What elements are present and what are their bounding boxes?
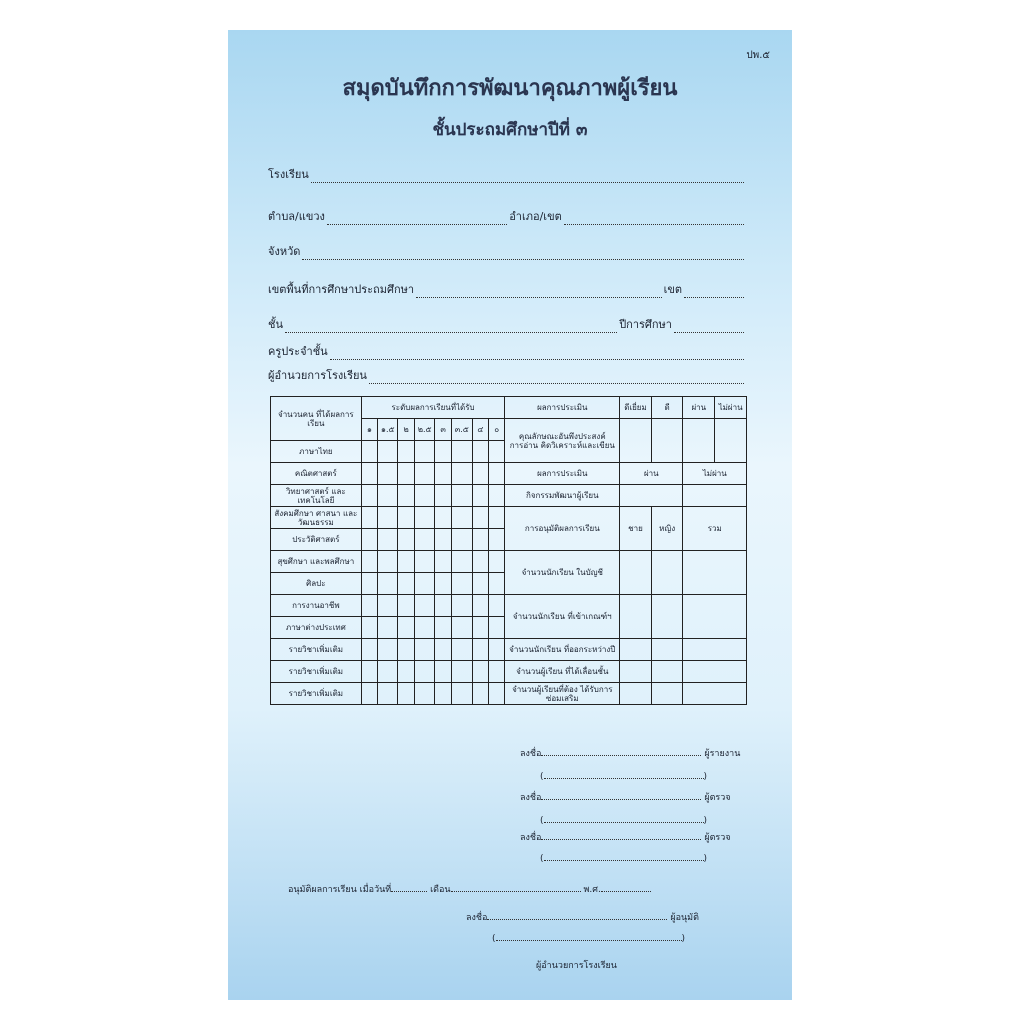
document-title: สมุดบันทึกการพัฒนาคุณภาพผู้เรียน [342,76,678,101]
approval-col: รวม [683,507,747,551]
record-book-cover [228,30,792,1000]
year-label: พ.ศ. [583,885,601,895]
subdistrict-label: ตำบล/แขวง [268,210,325,223]
approval-col: หญิง [651,507,683,551]
eval-col: ดีเยี่ยม [620,397,652,419]
director-label: ผู้อำนวยการโรงเรียน [268,369,367,382]
eval-header: ผลการประเมิน [505,397,620,419]
area-field [268,280,746,298]
grade-level: ๔ [472,419,488,441]
signature-block-2 [520,790,731,804]
province-field [268,242,746,260]
form-code: ปพ.๕ [746,50,770,61]
table-row [271,639,747,661]
signer-role: ผู้รายงาน [704,749,741,759]
grade-level: ๓ [435,419,451,441]
approval-header: การอนุมัติผลการเรียน [505,507,620,551]
approval-row-label: จำนวนนักเรียน ที่เข้าเกณฑ์ฯ [505,595,620,639]
approve-text: อนุมัติผลการเรียน เมื่อวันที่ [288,885,392,895]
table-cell [683,419,715,463]
teacher-field [268,342,746,360]
table-row [271,661,747,683]
signature-line [487,911,667,920]
grade-level: ๑.๕ [378,419,398,441]
signature-line [541,747,701,756]
table-cell [651,419,683,463]
table-row [271,595,747,617]
approval-col: ชาย [620,507,652,551]
school-label: โรงเรียน [268,168,309,181]
results-table [270,396,747,705]
signature-block-1 [520,746,740,760]
name-parens-3: ( ) [540,854,708,864]
subject-label: ภาษาต่างประเทศ [271,617,362,639]
signature-line [541,791,701,800]
approval-row-label: จำนวนผู้เรียน ที่ได้เลื่อนชั้น [505,661,620,683]
district-fill-line [564,214,744,225]
province-fill-line [302,249,744,260]
table-cell [715,419,747,463]
name-parens-1: ( ) [540,772,708,782]
signer-role: ผู้ตรวจ [704,793,731,803]
year-fill-line [674,322,744,333]
subject-label: การงานอาชีพ [271,595,362,617]
director-fill-line [369,373,744,384]
approval-row-label: จำนวนนักเรียน ที่ออกระหว่างปี [505,639,620,661]
teacher-label: ครูประจำชั้น [268,345,328,358]
document-subtitle: ชั้นประถมศึกษาปีที่ ๓ [432,120,588,140]
teacher-fill-line [330,349,744,360]
area-fill-line [416,287,662,298]
province-label: จังหวัด [268,245,301,258]
levels-header: ระดับผลการเรียนที่ได้รับ [361,397,505,419]
approval-row-label: จำนวนนักเรียน ในบัญชี [505,551,620,595]
director-field [268,366,746,384]
zone-label: เขต [663,283,682,296]
grade-level: ๒.๕ [414,419,435,441]
sign-label: ลงชื่อ [520,833,542,843]
subject-label: ภาษาไทย [271,441,362,463]
sign-label: ลงชื่อ [466,913,488,923]
school-fill-line [311,172,744,183]
subject-label: รายวิชาเพิ่มเติม [271,639,362,661]
eval-col: ผ่าน [683,397,715,419]
signer-role: ผู้ตรวจ [704,833,731,843]
subject-label: รายวิชาเพิ่มเติม [271,683,362,705]
subject-label: คณิตศาสตร์ [271,463,362,485]
table-row [271,507,747,529]
month-label: เดือน [430,885,451,895]
address-field [268,207,746,225]
approver-name-parens: ( ) [492,934,686,944]
subject-label: ศิลปะ [271,573,362,595]
subject-label: ประวัติศาสตร์ [271,529,362,551]
grade-level: ๒ [398,419,414,441]
table-cell [683,485,747,507]
approver-signature [466,910,699,924]
subject-label: วิทยาศาสตร์ และเทคโนโลยี [271,485,362,507]
name-parens-2: ( ) [540,816,708,826]
table-cell [620,485,683,507]
subdistrict-fill-line [327,214,507,225]
approval-row-label: จำนวนผู้เรียนที่ต้อง ได้รับการซ่อมเสริม [505,683,620,705]
eval-col: ไม่ผ่าน [715,397,747,419]
signature-line [541,831,701,840]
table-row [271,683,747,705]
subject-label: สุขศึกษา และพลศึกษา [271,551,362,573]
director-caption: ผู้อำนวยการโรงเรียน [536,961,617,971]
sign-label: ลงชื่อ [520,793,542,803]
grade-level: ๐ [489,419,505,441]
approver-role: ผู้อนุมัติ [670,913,699,923]
district-label: อำเภอ/เขต [509,210,562,223]
signature-block-3 [520,830,731,844]
table-cell [620,419,652,463]
class-fill-line [285,322,617,333]
grade-level: ๓.๕ [451,419,472,441]
class-field [268,315,746,333]
class-label: ชั้น [268,318,283,331]
eval2-col: ไม่ผ่าน [683,463,747,485]
eval-row-text: คุณลักษณะอันพึงประสงค์ [518,431,606,441]
eval2-col: ผ่าน [620,463,683,485]
eval-row-label [505,419,620,463]
grade-level: ๑ [361,419,377,441]
subject-label: สังคมศึกษา ศาสนา และวัฒนธรรม [271,507,362,529]
eval-row-text-2: การอ่าน คิดวิเคราะห์และเขียน [509,440,615,450]
eval2-header: ผลการประเมิน [505,463,620,485]
table-row [271,551,747,573]
subject-label: รายวิชาเพิ่มเติม [271,661,362,683]
eval-col: ดี [651,397,683,419]
approval-date-line [288,882,651,896]
zone-fill-line [684,287,744,298]
table-row [271,463,747,485]
table-row [271,485,747,507]
eval2-row-label: กิจกรรมพัฒนาผู้เรียน [505,485,620,507]
school-field [268,165,746,183]
table-row [271,397,747,419]
sign-label: ลงชื่อ [520,749,542,759]
year-label: ปีการศึกษา [619,318,672,331]
area-label: เขตพื้นที่การศึกษาประถมศึกษา [268,283,415,296]
subjects-header: จำนวนคน ที่ได้ผลการเรียน [271,397,362,441]
